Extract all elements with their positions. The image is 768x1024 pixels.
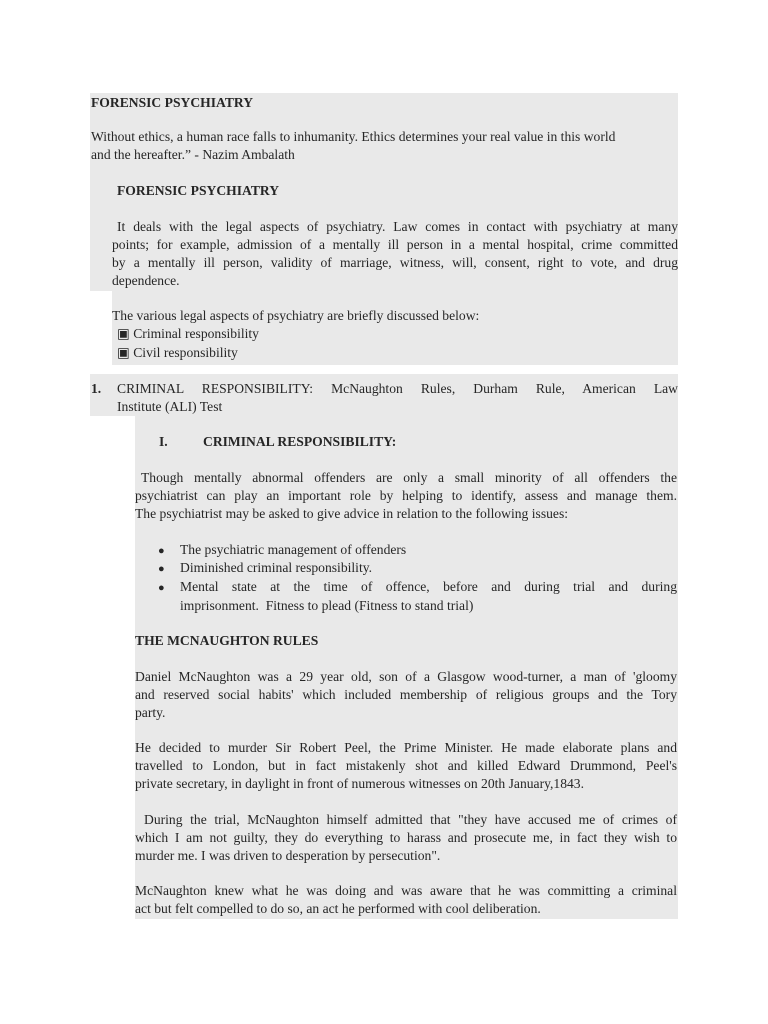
section-heading: FORENSIC PSYCHIATRY [117, 183, 280, 198]
document-title: FORENSIC PSYCHIATRY [91, 95, 254, 110]
offenders-line-2: psychiatrist can play an important role by helping to identify, assess and manage them. [135, 488, 677, 503]
daniel-line-2: and reserved social habits' which included membership of religious groups and the Tory [135, 687, 677, 702]
peel-line-2: travelled to London, but in fact mistakenly shot and killed Edward Drummond, Peel's [135, 758, 677, 773]
subsection-numeral: I. [159, 434, 168, 449]
mcnaughton-heading: THE MCNAUGHTON RULES [135, 633, 319, 648]
intro-line-4: dependence. [112, 273, 180, 288]
knew-line-1: McNaughton knew what he was doing and was aware that he was committing a criminal [135, 883, 677, 898]
aspects-lead: The various legal aspects of psychiatry are briefly discussed below: [112, 308, 480, 323]
knew-line-2: act but felt compelled to do so, an act he performed with cool deliberation. [135, 901, 541, 916]
subsection-heading: CRIMINAL RESPONSIBILITY: [203, 434, 397, 449]
trial-line-3: murder me. I was driven to desperation by persecution". [135, 848, 441, 863]
aspects-item-civil: ▣ Civil responsibility [117, 345, 238, 360]
quote-line-1: Without ethics, a human race falls to inhumanity. Ethics determines your real value in this world [91, 129, 616, 144]
intro-line-3: by a mentally ill person, validity of marriage, witness, will, consent, right to vote, and drug [112, 255, 678, 270]
intro-line-2: points; for example, admission of a mentally ill person in a mental hospital, crime committed [112, 237, 678, 252]
quote-line-2: and the hereafter.” - Nazim Ambalath [91, 147, 295, 162]
bullet-item-3-line-1: Mental state at the time of offence, before and during trial and during [180, 579, 677, 594]
intro-line-1: It deals with the legal aspects of psychiatry. Law comes in contact with psychiatry at many [117, 219, 678, 234]
bullet-icon: ● [158, 545, 165, 557]
numbered-item-line-2: Institute (ALI) Test [117, 399, 223, 414]
daniel-line-1: Daniel McNaughton was a 29 year old, son of a Glasgow wood-turner, a man of 'gloomy [135, 669, 677, 684]
peel-line-1: He decided to murder Sir Robert Peel, the Prime Minister. He made elaborate plans and [135, 740, 677, 755]
trial-line-1: During the trial, McNaughton himself admitted that "they have accused me of crimes of [144, 812, 677, 827]
numbered-item-line-1: CRIMINAL RESPONSIBILITY: McNaughton Rules, Durham Rule, American Law [117, 381, 678, 396]
bullet-item-3-line-2: imprisonment. Fitness to plead (Fitness to stand trial) [180, 598, 474, 613]
daniel-line-3: party. [135, 705, 166, 720]
bullet-icon: ● [158, 582, 165, 594]
offenders-line-3: The psychiatrist may be asked to give advice in relation to the following issues: [135, 506, 569, 521]
bullet-icon: ● [158, 563, 165, 575]
aspects-item-criminal: ▣ Criminal responsibility [117, 326, 259, 341]
peel-line-3: private secretary, in daylight in front of numerous witnesses on 20th January,1843. [135, 776, 584, 791]
offenders-line-1: Though mentally abnormal offenders are only a small minority of all offenders the [141, 470, 677, 485]
bullet-item-1: The psychiatric management of offenders [180, 542, 407, 557]
trial-line-2: which I am not guilty, they do everything to harass and prosecute me, in fact they wish to [135, 830, 677, 845]
bullet-item-2: Diminished criminal responsibility. [180, 560, 373, 575]
list-number: 1. [91, 381, 102, 396]
